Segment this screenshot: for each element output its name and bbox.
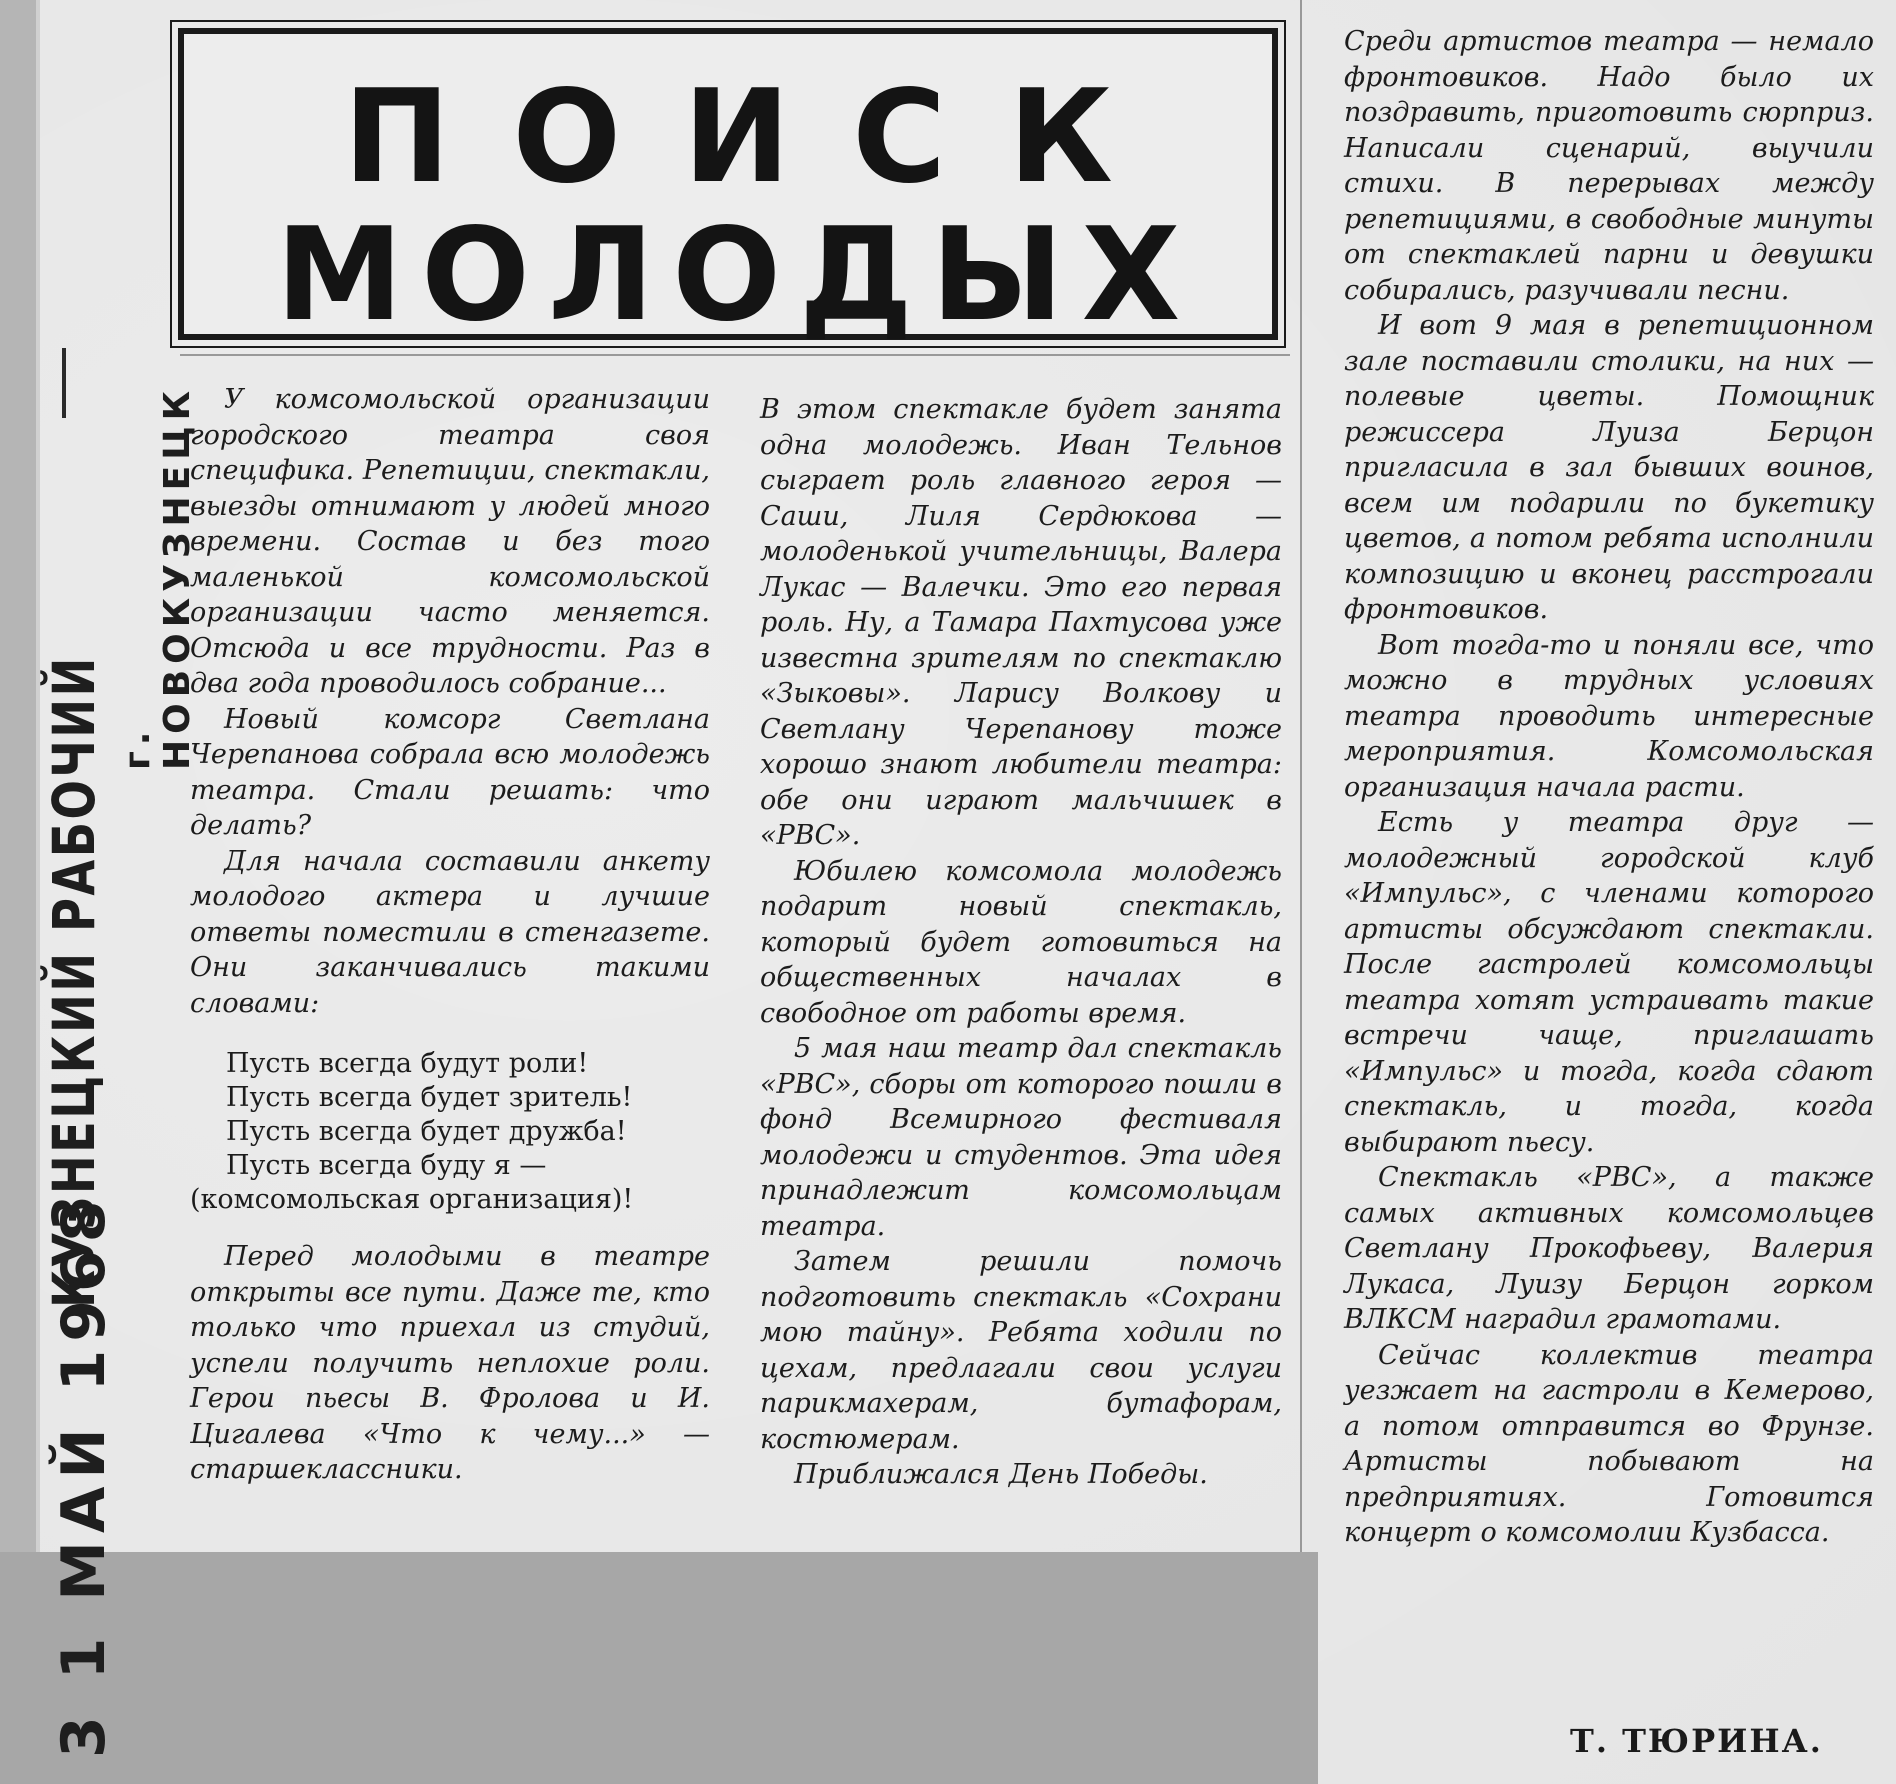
verse-line: Пусть всегда будет зритель!: [226, 1082, 633, 1113]
title-underline-rule: [180, 354, 1290, 356]
article-column-3: [1344, 24, 1874, 1551]
paragraph: Юбилею комсомола молодежь подарит новый спектакль, который будет готовиться на общественных началах в свободное от работы время.: [760, 855, 1282, 1029]
paragraph: Спектакль «РВС», а также самых активных комсомольцев Светлану Прокофьеву, Валерия Лукаса, Луизу Берцон горком ВЛКСМ наградил грамотами.: [1344, 1162, 1874, 1335]
paragraph: Сейчас коллектив театра уезжает на гастроли в Кемерово, а потом отправится во Фрунзе. Артисты побывают на предприятиях. Готовится концерт о комсомолии Кузбасса.: [1344, 1339, 1874, 1548]
headline-box: [178, 28, 1278, 350]
article-column-2: [760, 392, 1282, 1493]
verse-line: Пусть всегда будут роли!: [226, 1048, 589, 1079]
paragraph: Для начала составили анкету молодого актера и лучшие ответы поместили в стенгазете. Они заканчивались такими словами:: [190, 845, 710, 1019]
verse-block: [190, 1047, 710, 1217]
author-signature: Т. ТЮРИНА.: [1570, 1722, 1823, 1760]
paragraph: Затем решили помочь подготовить спектакль «Сохрани мою тайну». Ребята ходили по цехам, предлагали свои услуги парикмахерам, бутафорам, костюмерам.: [760, 1246, 1282, 1455]
paragraph: Новый комсорг Светлана Черепанова собрала всю молодежь театра. Стали решать: что делать?: [190, 703, 710, 841]
headline-line-2: МОЛОДЫХ: [275, 201, 1199, 350]
verse-line: (комсомольская организация)!: [190, 1184, 634, 1215]
paragraph: Есть у театра друг — молодежный городской клуб «Импульс», с членами которого артисты обсуждают спектакли. После гастролей комсомольцы театра хотят устраивать такие встречи чаще, приглашать «Импульс» и тогда, когда сдают спектакль, и тогда, когда выбирают пьесу.: [1344, 807, 1874, 1158]
backdrop-notch: [0, 1552, 1318, 1784]
backdrop-left: [0, 0, 36, 1552]
article-column-1: [190, 382, 710, 1488]
masthead-stamp: [40, 338, 198, 1758]
paragraph: Вот тогда-то и поняли все, что можно в трудных условиях театра проводить интересные мероприятия. Комсомольская организация начала расти.: [1344, 629, 1874, 803]
paragraph: Перед молодыми в театре открыты все пути. Даже те, кто только что приехал из студий, успели получить неплохие роли. Герои пьесы В. Фролова и И. Цигалева «Что к чему...» — старшеклассники.: [190, 1241, 710, 1485]
column-separator-rule: [1300, 0, 1302, 1552]
paragraph: Приближался День Победы.: [794, 1459, 1208, 1490]
stamp-city: г. НОВОКУЗНЕЦК: [117, 384, 198, 770]
headline-line-1: ПОИСК: [343, 63, 1175, 212]
paragraph: В этом спектакле будет занята одна молодежь. Иван Тельнов сыграет роль главного героя — Саши, Лиля Сердюкова — молоденькой учительницы, Валера Лукас — Валечки. Это его первая роль. Ну, а Тамара Пахтусова уже известна зрителям по спектаклю «Зыковы». Ларису Волкову и Светлану Черепанову тоже хорошо знают любители театра: обе они играют мальчишек в «РВС».: [760, 394, 1282, 851]
stamp-dash-mark: [62, 348, 66, 418]
stamp-date: 3 1 МАЙ 1968: [49, 1192, 119, 1758]
verse-line: Пусть всегда буду я —: [226, 1150, 547, 1181]
paragraph: 5 мая наш театр дал спектакль «РВС», сборы от которого пошли в фонд Всемирного фестиваля молодежи и студентов. Эта идея принадлежит комсомольцам театра.: [760, 1033, 1282, 1242]
paragraph: У комсомольской организации городского театра своя специфика. Репетиции, спектакли, выезды отнимают у людей много времени. Состав и без того маленькой комсомольской организации часто меняется. Отсюда и все трудности. Раз в два года проводилось собрание...: [190, 384, 710, 699]
verse-line: Пусть всегда будет дружба!: [226, 1116, 627, 1147]
paragraph: Среди артистов театра — немало фронтовиков. Надо было их поздравить, приготовить сюрприз. Написали сценарий, выучили стихи. В перерывах между репетициями, в свободные минуты от спектаклей парни и девушки собирались, разучивали песни.: [1344, 26, 1874, 306]
paragraph: И вот 9 мая в репетиционном зале поставили столики, на них — полевые цветы. Помощник режиссера Луиза Берцон пригласила в зал бывших воинов, всем им подарили по букетику цветов, а потом ребята исполнили композицию и вконец расстрогали фронтовиков.: [1344, 310, 1874, 625]
stamp-newspaper-name: КУЗНЕЦКИЙ РАБОЧИЙ: [40, 655, 108, 1308]
